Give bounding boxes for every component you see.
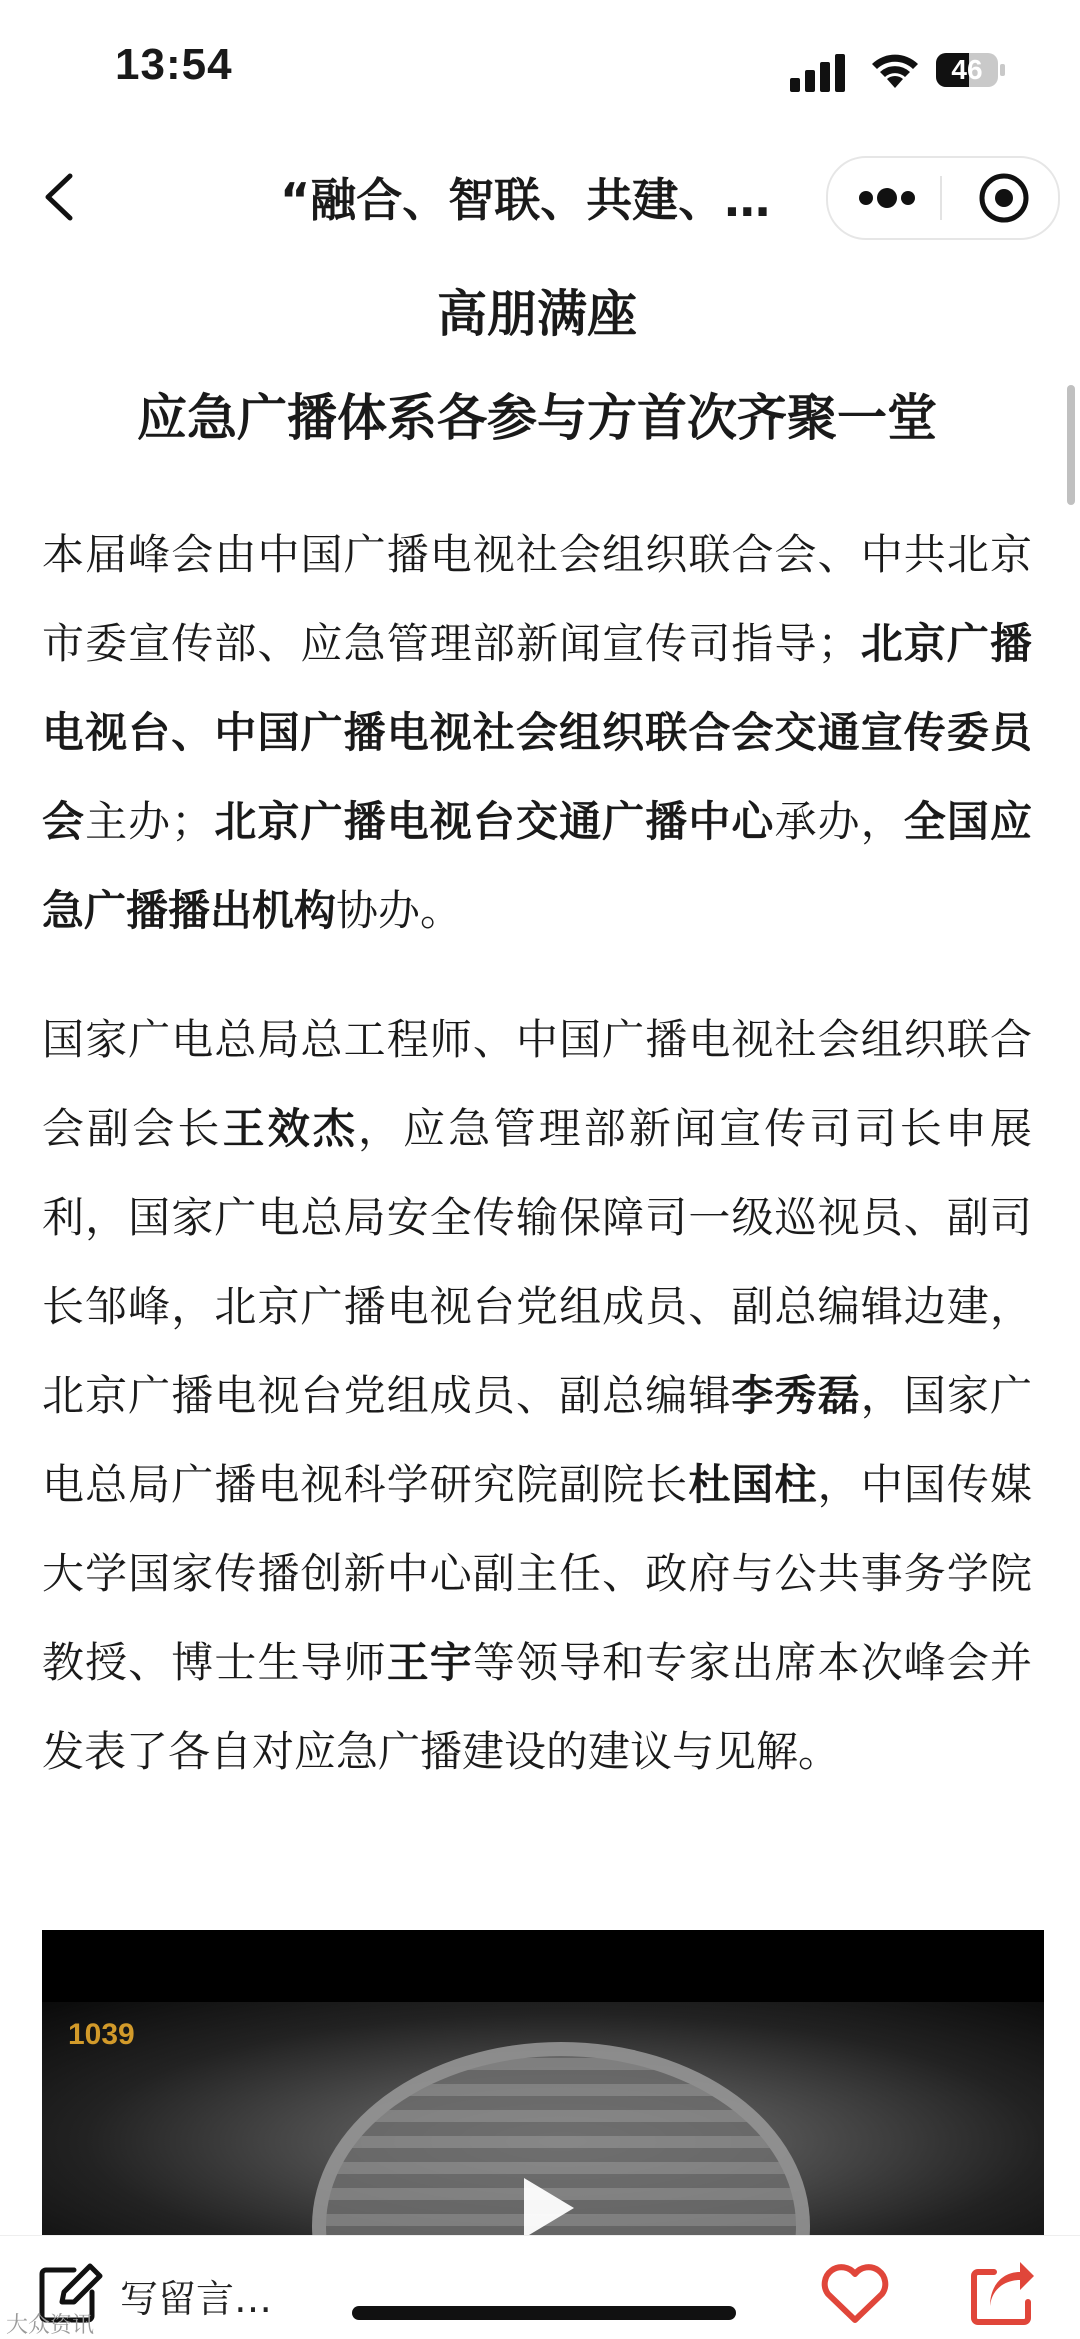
bold-text: 王宇 — [386, 1638, 473, 1687]
bold-text: 王效杰 — [222, 1104, 359, 1153]
more-icon[interactable] — [852, 176, 922, 220]
share-icon[interactable] — [968, 2260, 1038, 2326]
nav-bar — [0, 150, 1080, 240]
close-icon[interactable] — [978, 172, 1030, 224]
battery-level: 46 — [951, 54, 983, 85]
paragraph-attendees — [42, 995, 1032, 1796]
text-span: ，国家广电总局广播电视科学研究院副院长 — [42, 1371, 1032, 1509]
text-span: 主办； — [85, 797, 214, 846]
article-body — [42, 262, 1032, 1796]
watermark: 大众资讯 — [6, 2313, 95, 2338]
section-subheading: 应急广播体系各参与方首次齐聚一堂 — [137, 389, 937, 447]
text-span: 协办。 — [336, 886, 463, 935]
signal-icon — [790, 52, 850, 92]
back-icon[interactable] — [40, 172, 80, 222]
bottom-bar — [0, 2235, 1080, 2338]
text-span: ，中国传媒大学国家传播创新中心副主任、政府与公共事务学院教授、博士生导师 — [42, 1460, 1032, 1687]
section-heading: 高朋满座 — [437, 285, 637, 343]
text-span: 等领导和专家出席本次峰会并发表了各自对应急广播建设的建议与见解。 — [42, 1638, 1032, 1776]
text-span: 承办， — [774, 797, 904, 846]
status-bar — [0, 0, 1080, 140]
status-time: 13:54 — [115, 40, 233, 89]
page-title: “融合、智联、共建、… — [280, 173, 771, 227]
battery-icon — [935, 50, 1007, 90]
heart-icon[interactable] — [820, 2264, 890, 2326]
capsule-divider — [940, 176, 942, 220]
paragraph-organizers — [42, 510, 1032, 955]
wifi-icon — [870, 48, 920, 90]
bold-text: 李秀磊 — [731, 1371, 861, 1420]
play-icon[interactable] — [512, 2170, 582, 2235]
text-span: 本届峰会由中国广播电视社会组织联合会、中共北京市委宣传部、应急管理部新闻宣传司指导； — [42, 530, 1032, 668]
bold-text: 北京广播电视台、中国广播电视社会组织联合会交通宣传委员会 — [42, 619, 1032, 846]
mini-program-capsule — [826, 156, 1060, 240]
scrollbar[interactable] — [1067, 385, 1075, 505]
bold-text: 全国应急广播播出机构 — [42, 797, 1032, 935]
video-player[interactable] — [42, 1930, 1044, 2235]
home-indicator — [352, 2306, 736, 2320]
text-span: ，应急管理部新闻宣传司司长申展利，国家广电总局安全传输保障司一级巡视员、副司长邹峰，北京广播电视台党组成员、副总编辑边建，北京广播电视台党组成员、副总编辑 — [42, 1104, 1032, 1420]
channel-logo: 1039 — [68, 2018, 135, 2051]
comment-input[interactable]: 写留言… — [120, 2277, 273, 2321]
bold-text: 杜国柱 — [688, 1460, 818, 1509]
text-span: 国家广电总局总工程师、中国广播电视社会组织联合会副会长 — [42, 1015, 1032, 1153]
bold-text: 北京广播电视台交通广播中心 — [213, 797, 775, 846]
